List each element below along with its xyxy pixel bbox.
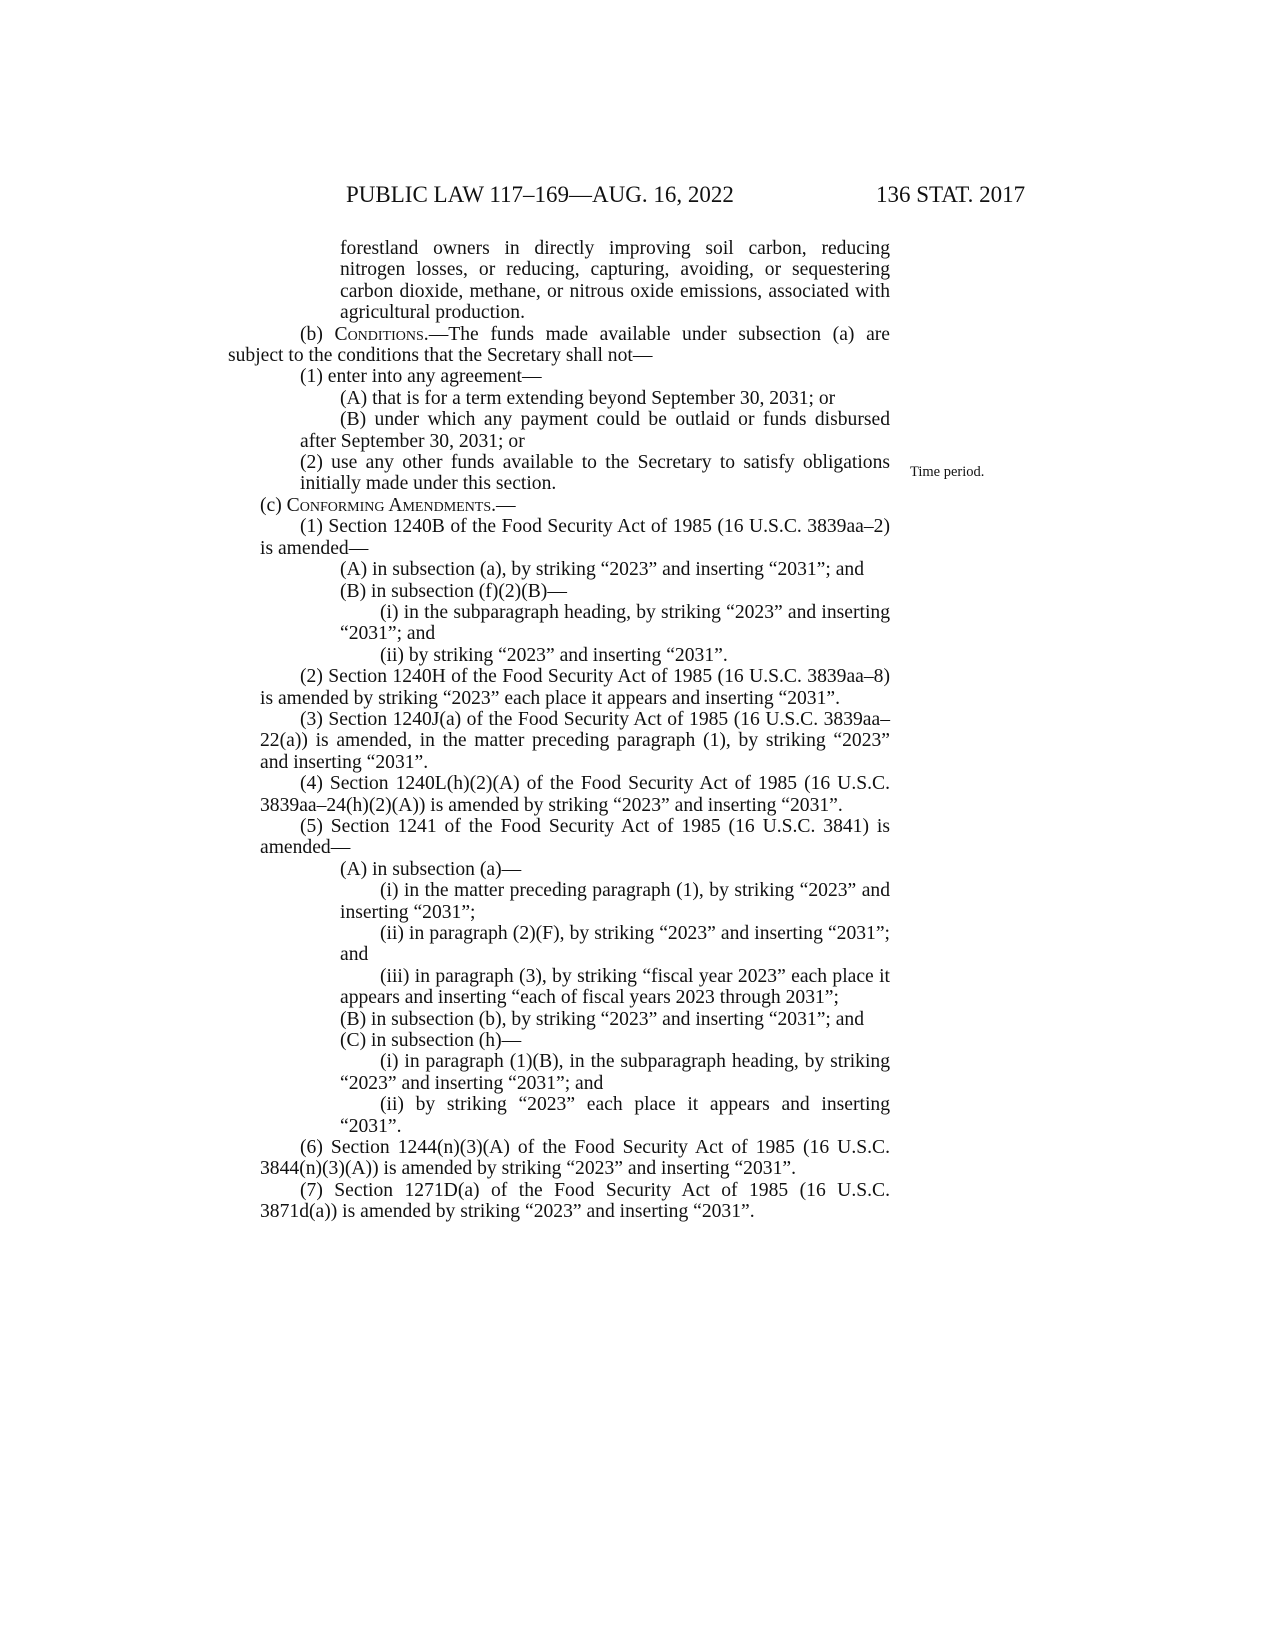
document-body <box>228 238 890 1223</box>
subparagraph-c-1-B: (B) in subsection (f)(2)(B)— <box>340 580 567 602</box>
subparagraph-b-1-A: (A) that is for a term extending beyond September 30, 2031; or <box>340 387 836 409</box>
clause-c-1-B-i: (i) in the subparagraph heading, by striking “2023” and inserting “2031”; and <box>340 601 890 645</box>
page-number: 136 STAT. 2017 <box>876 182 1026 207</box>
clause-c-5-A-iii: (iii) in paragraph (3), by striking “fiscal year 2023” each place it appears and inserting “each of fiscal years 2023 through 2031”; <box>340 965 890 1009</box>
paragraph-c-2: (2) Section 1240H of the Food Security Act of 1985 (16 U.S.C. 3839aa–8) is amended by striking “2023” each place it appears and inserting “2031”. <box>260 666 890 709</box>
paragraph-c-5: (5) Section 1241 of the Food Security Act of 1985 (16 U.S.C. 3841) is amended— <box>260 815 890 859</box>
subsection-c-number: (c) <box>260 494 287 516</box>
subsection-b <box>228 324 890 367</box>
page-header <box>0 182 1275 216</box>
subparagraph-c-5-C: (C) in subsection (h)— <box>340 1030 522 1052</box>
clause-c-5-C-i: (i) in paragraph (1)(B), in the subparagraph heading, by striking “2023” and inserting “2031”; and <box>340 1051 890 1094</box>
clause-c-1-B-ii: (ii) by striking “2023” and inserting “2031”. <box>380 644 728 666</box>
subparagraph-c-5-B: (B) in subsection (b), by striking “2023” and inserting “2031”; and <box>340 1008 865 1030</box>
paragraph-b-1: (1) enter into any agreement— <box>300 366 542 388</box>
subparagraph-c-1-A: (A) in subsection (a), by striking “2023” and inserting “2031”; and <box>340 559 865 581</box>
running-head: PUBLIC LAW 117–169—AUG. 16, 2022 <box>346 182 734 207</box>
subsection-b-text: .—The funds made available under subsection (a) are subject to the conditions that the Secretary shall not— <box>228 323 890 367</box>
paragraph-continuation: forestland owners in directly improving soil carbon, reducing nitrogen losses, or reducing, capturing, avoiding, or sequestering carbon dioxide, methane, or nitrous oxide emissions, associated with agricultural production. <box>340 238 890 324</box>
paragraph-c-6: (6) Section 1244(n)(3)(A) of the Food Security Act of 1985 (16 U.S.C. 3844(n)(3)(A)) is amended by striking “2023” and inserting “2031”. <box>260 1137 890 1180</box>
clause-c-5-A-ii: (ii) in paragraph (2)(F), by striking “2023” and inserting “2031”; and <box>340 923 890 966</box>
subsection-b-heading: Conditions <box>334 323 424 345</box>
subparagraph-c-5-A: (A) in subsection (a)— <box>340 858 522 880</box>
subparagraph-b-1-B: (B) under which any payment could be outlaid or funds disbursed after September 30, 2031; or <box>300 409 890 452</box>
paragraph-c-7: (7) Section 1271D(a) of the Food Security Act of 1985 (16 U.S.C. 3871d(a)) is amended by striking “2023” and inserting “2031”. <box>260 1179 890 1223</box>
paragraph-c-4: (4) Section 1240L(h)(2)(A) of the Food Security Act of 1985 (16 U.S.C. 3839aa–24(h)(2)(A)) is amended by striking “2023” and inserting “2031”. <box>260 773 890 816</box>
paragraph-c-1: (1) Section 1240B of the Food Security Act of 1985 (16 U.S.C. 3839aa–2) is amended— <box>260 516 890 559</box>
subsection-b-number: (b) <box>300 323 335 345</box>
margin-note-time-period: Time period. <box>910 464 985 480</box>
paragraph-c-3: (3) Section 1240J(a) of the Food Security Act of 1985 (16 U.S.C. 3839aa–22(a)) is amended, in the matter preceding paragraph (1), by striking “2023” and inserting “2031”. <box>260 708 890 773</box>
subsection-c-dash: .— <box>491 494 516 516</box>
clause-c-5-C-ii: (ii) by striking “2023” each place it appears and inserting “2031”. <box>340 1094 890 1137</box>
paragraph-b-2: (2) use any other funds available to the Secretary to satisfy obligations initially made under this section. <box>300 452 890 495</box>
clause-c-5-A-i: (i) in the matter preceding paragraph (1), by striking “2023” and inserting “2031”; <box>340 880 890 923</box>
subsection-c <box>228 495 890 516</box>
subsection-c-heading: Conforming Amendments <box>286 494 492 516</box>
